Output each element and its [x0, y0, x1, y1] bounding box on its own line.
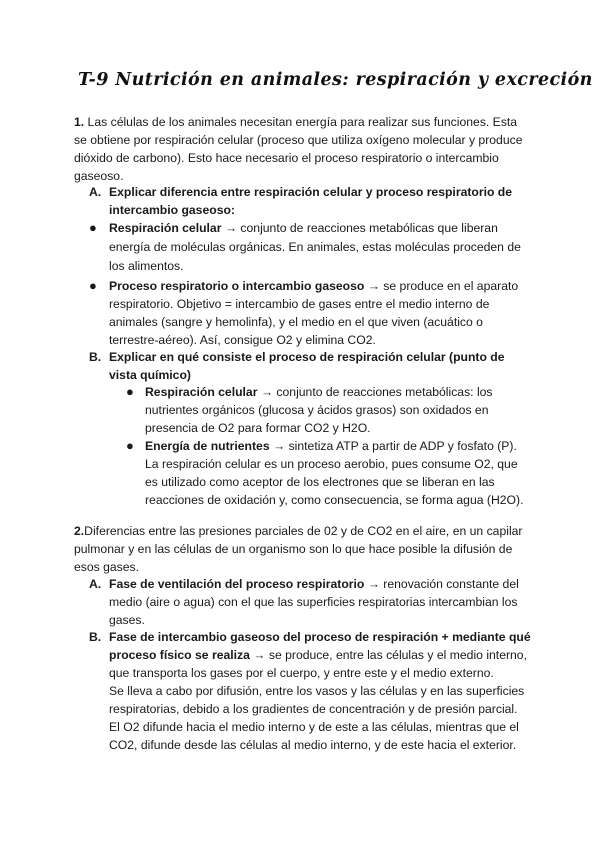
bullet-1a-1-line-1: Respiración celular → conjunto de reacciones metabólicas que liberan: [109, 221, 498, 235]
bullet-1b-2-line-2: La respiración celular es un proceso aerobio, pues consume O2, que: [145, 457, 518, 471]
item-2b-line-7: CO2, difunde desde las células al medio interno, y de este hacia el exterior.: [109, 738, 517, 752]
bullet-dot: ●: [126, 438, 134, 453]
bullet-dot: ●: [89, 278, 97, 293]
term-respiracion-celular: Respiración celular: [109, 221, 222, 235]
item-2a-line-3: gases.: [109, 613, 145, 627]
item-2b-line-6: El O2 difunde hacia el medio interno y de este a las células, mientras que el: [109, 720, 519, 734]
subheading-1b-line-1: Explicar en qué consiste el proceso de respiración celular (punto de: [109, 350, 505, 364]
bullet-1a-2-line-2: respiratorio. Objetivo = intercambio de gases entre el medio interno de: [109, 297, 490, 311]
subheading-1a-line-2: intercambio gaseoso:: [109, 203, 235, 217]
term-fase-intercambio: proceso físico se realiza: [109, 648, 250, 662]
bullet-dot: ●: [126, 384, 134, 399]
bullet-1b-2-line-3: es utilizado como aceptor de los electrones que se liberan en las: [145, 475, 495, 489]
bullet-dot: ●: [89, 220, 97, 235]
section1-intro-line-4: gaseoso.: [74, 169, 124, 183]
term-intercambio-gaseoso: Proceso respiratorio o intercambio gaseoso: [109, 279, 365, 293]
section2-intro-line-2: pulmonar y en las células de un organismo son lo que hace posible la difusión de: [74, 542, 513, 556]
item-2b-line-2: proceso físico se realiza → se produce, entre las células y el medio interno,: [109, 648, 527, 662]
section2-intro-line-1: 2.Diferencias entre las presiones parciales de 02 y de CO2 en el aire, en un capilar: [74, 524, 523, 538]
term-respiracion-celular: Respiración celular: [145, 385, 258, 399]
item-2b-line-5: respiratorias, debido a los gradientes de concentración y de presión parcial.: [109, 702, 518, 716]
page-title: T-9 Nutrición en animales: respiración y excreción: [78, 70, 593, 90]
bullet-1a-2-line-4: terrestre-aéreo). Así, consigue O2 y elimina CO2.: [109, 333, 376, 347]
subheading-1b-line-2: vista químico): [109, 368, 191, 382]
bullet-1b-1-line-3: presencia de O2 para formar CO2 y H2O.: [145, 421, 371, 435]
term-fase-ventilacion: Fase de ventilación del proceso respiratorio: [109, 577, 365, 591]
bullet-1b-2-line-4: reacciones de oxidación y, como consecuencia, se forma agua (H2O).: [145, 493, 524, 507]
item-2a-line-1: Fase de ventilación del proceso respiratorio → renovación constante del: [109, 577, 519, 591]
term-energia-nutrientes: Energía de nutrientes: [145, 439, 270, 453]
bullet-1a-1-line-3: los alimentos.: [109, 259, 184, 273]
list-marker-1a: A.: [89, 185, 102, 199]
section2-intro-line-3: esos gases.: [74, 560, 140, 574]
subheading-1a-line-1: Explicar diferencia entre respiración celular y proceso respiratorio de: [109, 185, 513, 199]
section1-number: 1.: [74, 115, 85, 129]
bullet-1a-2-line-1: Proceso respiratorio o intercambio gaseoso → se produce en el aparato: [109, 279, 519, 293]
bullet-1b-2-line-1: Energía de nutrientes → sintetiza ATP a partir de ADP y fosfato (P).: [145, 439, 517, 453]
list-marker-2a: A.: [89, 577, 102, 591]
item-2b-line-4: Se lleva a cabo por difusión, entre los vasos y las células y en las superficies: [109, 684, 525, 698]
item-2b-line-1: Fase de intercambio gaseoso del proceso de respiración + mediante qué: [109, 630, 531, 644]
bullet-1a-2-line-3: animales (sangre y hemolinfa), y el medio en el que viven (acuático o: [109, 315, 483, 329]
section1-intro-line-2: se obtiene por respiración celular (proceso que utiliza oxígeno molecular y produce: [74, 133, 523, 147]
bullet-1b-1-line-2: nutrientes orgánicos (glucosa y ácidos grasos) son oxidados en: [145, 403, 489, 417]
list-marker-2b: B.: [89, 630, 102, 644]
section2-number: 2.: [74, 524, 85, 538]
item-2b-line-3: que transporta los gases por el cuerpo, y entre este y el medio externo.: [109, 666, 494, 680]
section1-intro-line-1: 1. Las células de los animales necesitan energía para realizar sus funciones. Esta: [74, 115, 518, 129]
bullet-1b-1-line-1: Respiración celular → conjunto de reacciones metabólicas: los: [145, 385, 493, 399]
section1-intro-line-3: dióxido de carbono). Esto hace necesario el proceso respiratorio o intercambio: [74, 151, 499, 165]
bullet-1a-1-line-2: energía de moléculas orgánicas. En animales, estas moléculas proceden de: [109, 240, 521, 254]
item-2a-line-2: medio (aire o agua) con el que las superficies respiratorias intercambian los: [109, 595, 518, 609]
list-marker-1b: B.: [89, 350, 102, 364]
